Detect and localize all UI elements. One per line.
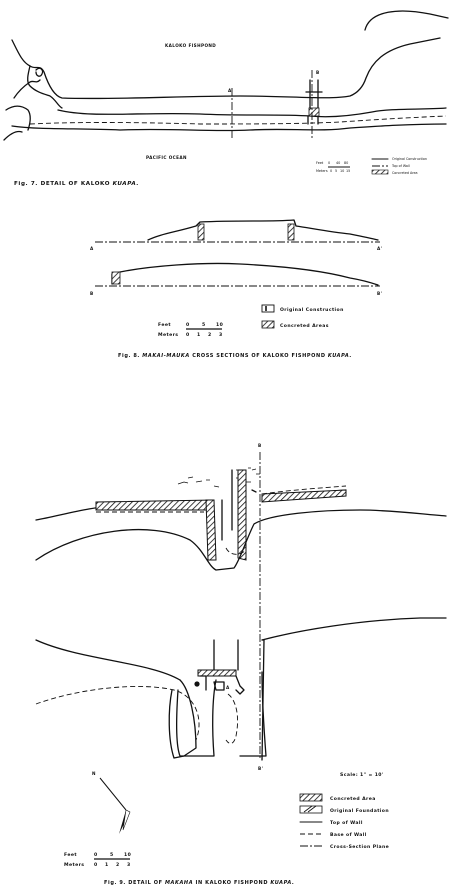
fig8-label-b: B [90, 291, 94, 296]
fig9-scale-meters-0: 0 [94, 863, 98, 868]
fig9-point-a-marker [194, 681, 199, 686]
fig7-caption-prefix: Fig. 7. DETAIL OF KALOKO [14, 181, 111, 187]
fig9-scale-feet-label: Feet [64, 853, 77, 858]
fig8-label-a-prime: A' [377, 246, 383, 251]
fig7-scale-feet-label: Feet [316, 161, 324, 165]
fig7-makaha [306, 80, 322, 124]
fig7-scale-meters-10: 10 [340, 169, 345, 173]
fig9-scale-feet-0: 0 [94, 853, 98, 858]
fig9-plan [36, 443, 446, 886]
fig8-scale-meters-1: 1 [197, 333, 201, 338]
fig8-scale-meters-label: Meters [158, 333, 179, 338]
fig9-stones [178, 468, 260, 487]
fig7-wall-base [30, 116, 446, 124]
fig8-caption [118, 353, 352, 359]
fig8-scale-meters-0: 0 [186, 333, 190, 338]
fig7-scale [316, 161, 350, 173]
fig7-ocean-label: PACIFIC OCEAN [146, 155, 187, 160]
fig9-label-a-point: A [226, 685, 230, 690]
fig9-channel-left-wall [206, 500, 216, 560]
fig8-scale [158, 322, 223, 338]
fig9-caption [104, 880, 295, 886]
fig8-caption-end: KUAPA. [327, 353, 352, 359]
fig7-section-b-label: B [316, 70, 320, 75]
fig8-legend-concreted: Concreted Areas [280, 324, 329, 329]
fig9-caption-word: MAKAHA [164, 880, 194, 886]
fig9-legend [300, 794, 389, 850]
fig7-left-detail [36, 68, 43, 76]
fig8-profile-b [112, 263, 378, 285]
fig7-caption [14, 181, 139, 187]
fig8-scale-feet-label: Feet [158, 323, 171, 328]
fig9-gate-posts [214, 640, 238, 670]
fig8-scale-meters-3: 3 [219, 333, 223, 338]
fig7-section-a-label: A [228, 88, 232, 93]
fig8-scale-meters-2: 2 [208, 333, 212, 338]
fig9-label-b-bottom: B' [258, 766, 264, 771]
fig8-a-concrete-left [198, 224, 204, 240]
fig7-caption-word: KUAPA. [112, 181, 140, 187]
fig8-b-concrete [112, 272, 120, 284]
fig7-left-inlet [14, 66, 62, 108]
fig9-lower-dash-left [36, 686, 199, 740]
fig9-gate-body [200, 676, 244, 694]
fig7-scale-meters-15: 15 [346, 169, 351, 173]
fig8-label-b-prime: B' [377, 291, 383, 296]
fig9-lower-pier-left [169, 680, 196, 758]
fig7-right-mound [365, 11, 448, 30]
fig7-legend [372, 157, 427, 175]
fig8-sections [90, 220, 382, 359]
fig8-caption-word: MAKAI-MAUKA [142, 353, 190, 359]
fig7-scale-feet-80: 80 [344, 161, 349, 165]
fig7-scale-feet-0: 0 [328, 161, 331, 165]
fig7-scale-meters-label: Meters [316, 169, 328, 173]
fig7-scale-meters-5: 5 [335, 169, 338, 173]
fig9-gate-top [198, 670, 236, 676]
fig9-lower-right-wall [262, 618, 446, 640]
fig9-north-label: N [92, 771, 96, 776]
fig8-caption-suffix: CROSS SECTIONS OF KALOKO FISHPOND [192, 353, 326, 359]
fig9-scale-meters-1: 1 [105, 863, 109, 868]
fig8-legend-original: Original Construction [280, 308, 344, 313]
fig9-legend-section-plane: Cross-Section Plane [330, 845, 390, 850]
fig9-legend-base-wall: Base of Wall [330, 833, 367, 838]
fig9-legend-concreted: Concreted Area [330, 797, 376, 802]
fig9-lower-curve-left [36, 640, 180, 680]
fig9-concrete-left [96, 500, 214, 510]
fig9-caption-suffix: IN KALOKO FISHPOND [195, 880, 269, 886]
fig9-scale [64, 852, 131, 868]
fig8-a-concrete-right [288, 224, 294, 240]
fig9-scale-meters-label: Meters [64, 863, 85, 868]
fig9-scale-meters-2: 2 [116, 863, 120, 868]
fig7-map [4, 11, 448, 187]
fig9-legend-foundation: Original Foundation [330, 809, 389, 814]
fig7-left-coast [4, 106, 30, 140]
fig9-concrete-right [262, 490, 346, 502]
fig8-caption-prefix: Fig. 8. [118, 353, 140, 359]
fig9-scale-feet-10: 10 [124, 853, 132, 858]
fig8-scale-feet-5: 5 [202, 323, 206, 328]
fig7-legend-original: Original Construction [392, 157, 427, 161]
fig7-scale-feet-40: 40 [336, 161, 341, 165]
fig9-caption-end: KUAPA. [270, 880, 295, 886]
fig9-caption-prefix: Fig. 9. DETAIL OF [104, 880, 163, 886]
fig7-legend-top: Top of Wall [392, 164, 410, 168]
fig7-fishpond-label: KALOKO FISHPOND [165, 43, 217, 48]
fig8-profile-a [148, 220, 378, 240]
fig9-scale-text: Scale: 1" = 10' [340, 773, 384, 778]
fig9-label-b-top: B [258, 443, 262, 448]
fig9-scale-meters-3: 3 [127, 863, 131, 868]
fig7-makaha-concrete [309, 108, 319, 116]
fig7-pond-shoreline [12, 38, 440, 99]
fig7-scale-meters-0: 0 [330, 169, 333, 173]
fig8-legend [262, 305, 344, 329]
fig7-wall-top [58, 108, 446, 117]
fig8-scale-feet-0: 0 [186, 323, 190, 328]
north-arrow-icon [92, 771, 130, 834]
fig7-ocean-shore [12, 124, 446, 131]
fig8-label-a: A [90, 246, 94, 251]
fig7-legend-concreted: Concreted Area [392, 171, 418, 175]
fig9-scale-feet-5: 5 [110, 853, 114, 858]
fig9-lower-dash-right [226, 694, 238, 743]
fig9-legend-top-wall: Top of Wall [330, 821, 363, 826]
fig8-scale-feet-10: 10 [216, 323, 224, 328]
